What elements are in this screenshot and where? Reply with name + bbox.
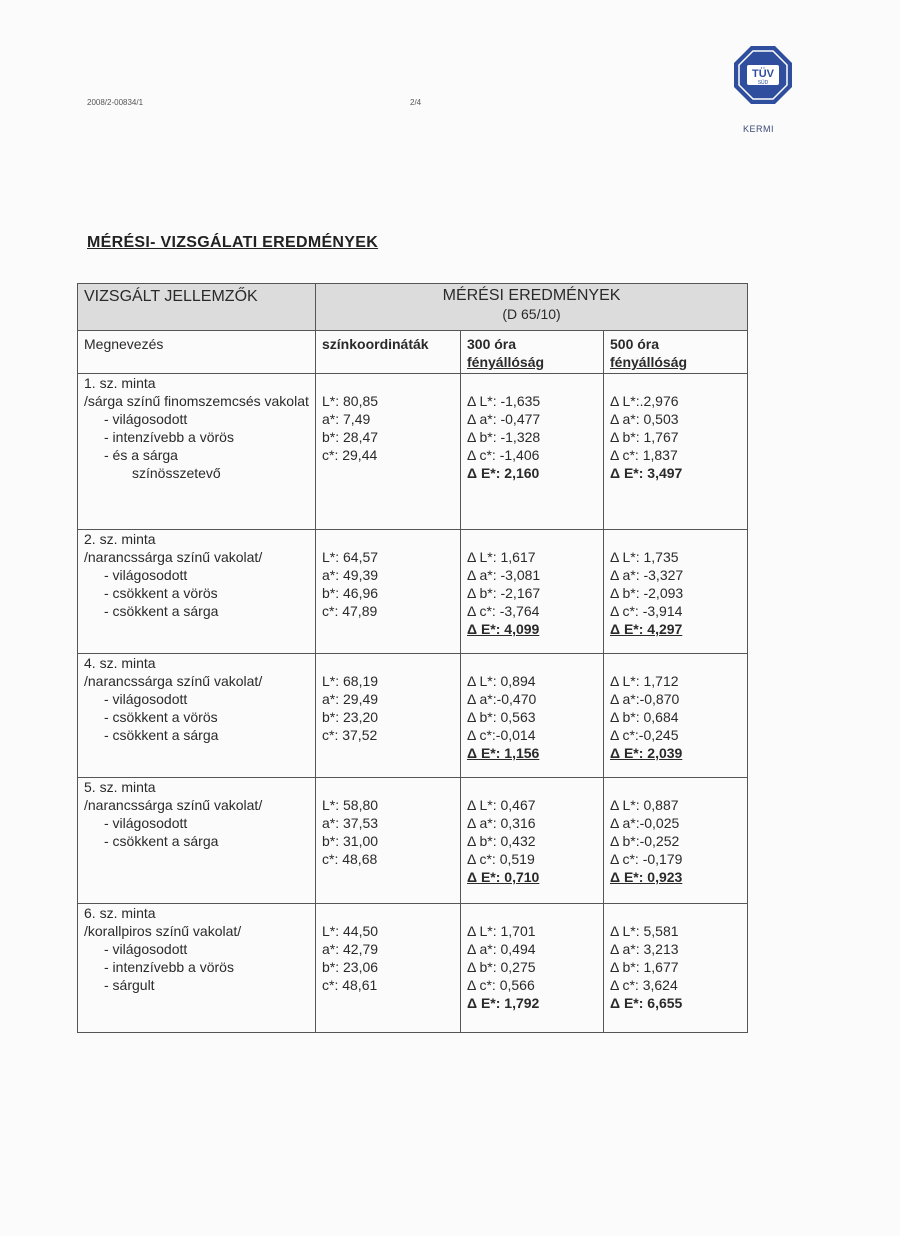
delta-e-300h: Δ E*: 1,792 [467,995,540,1011]
page-number: 2/4 [410,98,422,107]
results-300h: Δ L*: 0,894 Δ a*:-0,470 Δ b*: 0,563 Δ c*:-0,014 Δ E*: 1,156 [461,654,604,778]
document-reference: 2008/2-00834/1 [87,98,144,107]
header-tested-properties: VIZSGÁLT JELLEMZŐK [78,284,316,331]
results-300h: Δ L*: 1,701 Δ a*: 0,494 Δ b*: 0,275 Δ c*: 0,566 Δ E*: 1,792 [461,904,604,1033]
sample-description: 1. sz. minta /sárga színű finomszemcsés vakolat - világosodott - intenzívebb a vörös - és a sárga színösszetevő [78,374,316,530]
results-table [77,283,748,1033]
sample-description: 4. sz. minta /narancssárga színű vakolat/ - világosodott - csökkent a vörös - csökkent a sárga [78,654,316,778]
delta-e-500h: Δ E*: 0,923 [610,869,683,885]
delta-e-500h: Δ E*: 3,497 [610,465,683,481]
table-row [78,374,748,530]
sample-coordinates: L*: 44,50 a*: 42,79 b*: 23,06 c*: 48,61 [316,904,461,1033]
sample-description: 5. sz. minta /narancssárga színű vakolat/ - világosodott - csökkent a sárga [78,778,316,904]
results-300h: Δ L*: 1,617 Δ a*: -3,081 Δ b*: -2,167 Δ c*: -3,764 Δ E*: 4,099 [461,530,604,654]
sample-coordinates: L*: 58,80 a*: 37,53 b*: 31,00 c*: 48,68 [316,778,461,904]
delta-e-300h: Δ E*: 1,156 [467,745,540,761]
sample-description: 6. sz. minta /korallpiros színű vakolat/ - világosodott - intenzívebb a vörös - sárgult [78,904,316,1033]
col-header-coordinates: színkoordináták [316,331,461,374]
page-title: MÉRÉSI- VIZSGÁLATI EREDMÉNYEK [87,234,379,251]
sample-description: 2. sz. minta /narancssárga színű vakolat/ - világosodott - csökkent a vörös - csökkent a sárga [78,530,316,654]
svg-text:SÜD: SÜD [757,80,769,86]
sample-coordinates: L*: 80,85 a*: 7,49 b*: 28,47 c*: 29,44 [316,374,461,530]
sample-coordinates: L*: 64,57 a*: 49,39 b*: 46,96 c*: 47,89 [316,530,461,654]
results-500h: Δ L*:.2,976 Δ a*: 0,503 Δ b*: 1,767 Δ c*: 1,837 Δ E*: 3,497 [604,374,748,530]
col-header-name: Megnevezés [78,331,316,374]
table-row [78,654,748,778]
delta-e-300h: Δ E*: 0,710 [467,869,540,885]
delta-e-500h: Δ E*: 6,655 [610,995,683,1011]
results-500h: Δ L*: 5,581 Δ a*: 3,213 Δ b*: 1,677 Δ c*: 3,624 Δ E*: 6,655 [604,904,748,1033]
header-illuminant: (D 65/10) [502,306,561,322]
sample-coordinates: L*: 68,19 a*: 29,49 b*: 23,20 c*: 37,52 [316,654,461,778]
header-measurement-title: MÉRÉSI EREDMÉNYEK [442,287,621,304]
delta-e-500h: Δ E*: 4,297 [610,621,683,637]
delta-e-500h: Δ E*: 2,039 [610,745,683,761]
delta-e-300h: Δ E*: 2,160 [467,465,540,481]
results-500h: Δ L*: 1,712 Δ a*:-0,870 Δ b*: 0,684 Δ c*:-0,245 Δ E*: 2,039 [604,654,748,778]
table-group-header [78,284,748,331]
results-500h: Δ L*: 0,887 Δ a*:-0,025 Δ b*:-0,252 Δ c*: -0,179 Δ E*: 0,923 [604,778,748,904]
delta-e-300h: Δ E*: 4,099 [467,621,540,637]
table-row [78,530,748,654]
table-row [78,904,748,1033]
svg-text:TÜV: TÜV [752,68,774,80]
results-300h: Δ L*: 0,467 Δ a*: 0,316 Δ b*: 0,432 Δ c*: 0,519 Δ E*: 0,710 [461,778,604,904]
logo-caption: KERMI [743,124,775,134]
col-header-500h: 500 óra fényállóság [604,331,748,374]
table-column-header [78,331,748,374]
col-header-300h: 300 óra fényállóság [461,331,604,374]
table-row [78,778,748,904]
results-500h: Δ L*: 1,735 Δ a*: -3,327 Δ b*: -2,093 Δ c*: -3,914 Δ E*: 4,297 [604,530,748,654]
results-300h: Δ L*: -1,635 Δ a*: -0,477 Δ b*: -1,328 Δ c*: -1,406 Δ E*: 2,160 [461,374,604,530]
tuv-sud-logo [733,45,793,105]
header-measurement-results [316,284,748,331]
